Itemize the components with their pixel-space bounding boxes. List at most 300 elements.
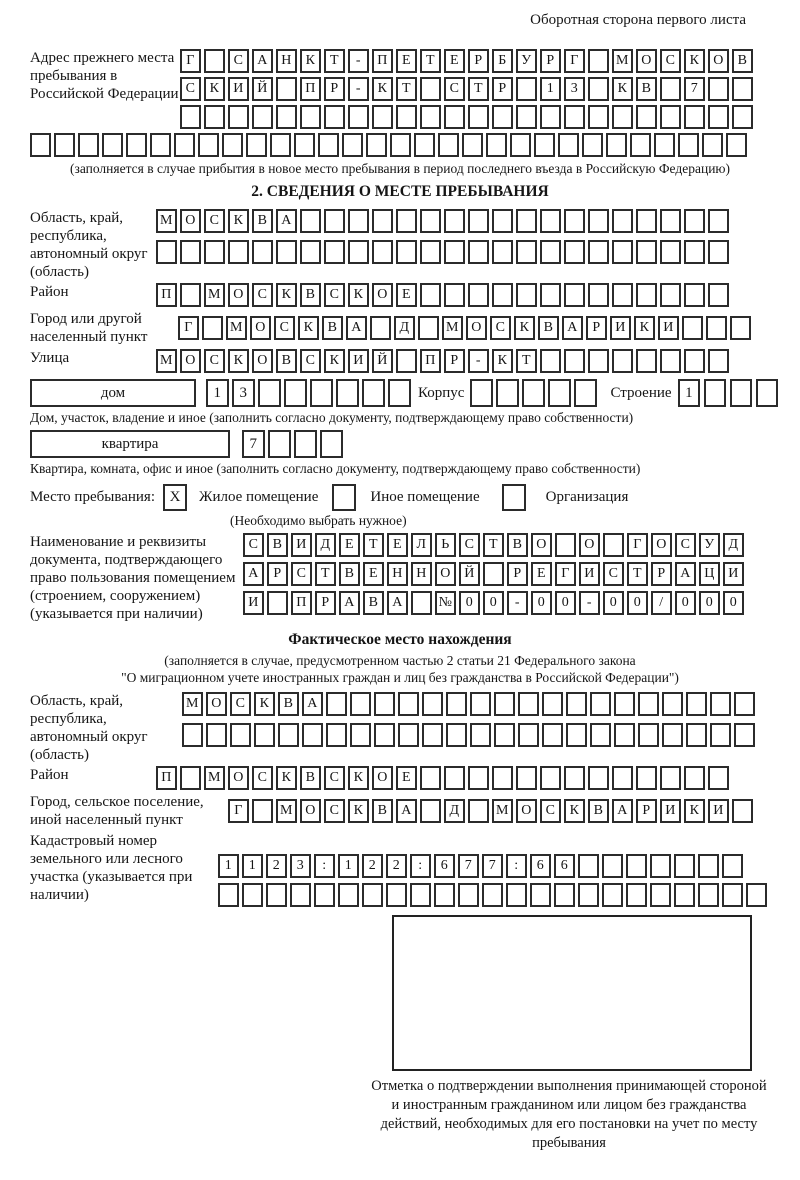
char-cell[interactable]: В — [372, 799, 393, 823]
char-cell[interactable] — [254, 723, 275, 747]
char-cell[interactable] — [492, 105, 513, 129]
char-cell[interactable]: Р — [468, 49, 489, 73]
char-cell[interactable] — [494, 692, 515, 716]
char-cell[interactable] — [198, 133, 219, 157]
char-cell[interactable]: Р — [586, 316, 607, 340]
char-cell[interactable]: Е — [387, 533, 408, 557]
char-cell[interactable]: В — [339, 562, 360, 586]
char-cell[interactable] — [612, 349, 633, 373]
char-cell[interactable] — [660, 283, 681, 307]
char-cell[interactable]: С — [324, 799, 345, 823]
char-cell[interactable]: В — [636, 77, 657, 101]
char-cell[interactable] — [578, 854, 599, 878]
char-cell[interactable] — [636, 209, 657, 233]
char-cell[interactable] — [252, 105, 273, 129]
char-cell[interactable] — [636, 240, 657, 264]
char-cell[interactable] — [204, 49, 225, 73]
char-cell[interactable] — [590, 692, 611, 716]
char-cell[interactable] — [708, 349, 729, 373]
char-cell[interactable]: К — [300, 49, 321, 73]
char-cell[interactable] — [710, 723, 731, 747]
char-cell[interactable] — [242, 883, 263, 907]
char-cell[interactable] — [516, 283, 537, 307]
char-cell[interactable] — [444, 240, 465, 264]
char-cell[interactable]: И — [610, 316, 631, 340]
char-cell[interactable]: К — [276, 283, 297, 307]
char-cell[interactable]: 1 — [540, 77, 561, 101]
char-cell[interactable]: К — [634, 316, 655, 340]
char-cell[interactable] — [300, 209, 321, 233]
char-cell[interactable]: - — [348, 77, 369, 101]
char-cell[interactable]: К — [348, 283, 369, 307]
char-cell[interactable]: / — [651, 591, 672, 615]
char-cell[interactable] — [630, 133, 651, 157]
char-cell[interactable]: У — [699, 533, 720, 557]
char-cell[interactable] — [626, 883, 647, 907]
char-cell[interactable] — [588, 77, 609, 101]
char-cell[interactable]: К — [298, 316, 319, 340]
char-cell[interactable]: О — [228, 766, 249, 790]
char-cell[interactable] — [396, 240, 417, 264]
char-cell[interactable] — [258, 379, 281, 407]
char-cell[interactable] — [732, 105, 753, 129]
char-cell[interactable]: Р — [651, 562, 672, 586]
char-cell[interactable]: П — [156, 283, 177, 307]
char-cell[interactable] — [566, 723, 587, 747]
char-cell[interactable] — [588, 240, 609, 264]
char-cell[interactable] — [483, 562, 504, 586]
char-cell[interactable]: С — [204, 349, 225, 373]
char-cell[interactable]: А — [387, 591, 408, 615]
char-cell[interactable] — [506, 883, 527, 907]
char-cell[interactable] — [324, 209, 345, 233]
char-cell[interactable] — [566, 692, 587, 716]
char-cell[interactable] — [706, 316, 727, 340]
char-cell[interactable] — [518, 723, 539, 747]
char-cell[interactable] — [708, 240, 729, 264]
char-cell[interactable] — [372, 105, 393, 129]
char-cell[interactable] — [438, 133, 459, 157]
char-cell[interactable]: Д — [394, 316, 415, 340]
char-cell[interactable]: Р — [507, 562, 528, 586]
char-cell[interactable]: М — [612, 49, 633, 73]
char-cell[interactable] — [180, 766, 201, 790]
char-cell[interactable] — [470, 379, 493, 407]
char-cell[interactable] — [462, 133, 483, 157]
char-cell[interactable] — [684, 240, 705, 264]
char-cell[interactable] — [708, 77, 729, 101]
char-cell[interactable] — [704, 379, 727, 407]
char-cell[interactable]: А — [675, 562, 696, 586]
char-cell[interactable] — [726, 133, 747, 157]
char-cell[interactable] — [54, 133, 75, 157]
char-cell[interactable] — [324, 105, 345, 129]
char-cell[interactable]: Г — [180, 49, 201, 73]
char-cell[interactable] — [518, 692, 539, 716]
char-cell[interactable] — [564, 105, 585, 129]
char-cell[interactable]: Й — [459, 562, 480, 586]
char-cell[interactable]: К — [564, 799, 585, 823]
char-cell[interactable] — [534, 133, 555, 157]
char-cell[interactable] — [326, 723, 347, 747]
char-cell[interactable]: М — [156, 349, 177, 373]
char-cell[interactable]: 1 — [218, 854, 239, 878]
char-cell[interactable] — [588, 766, 609, 790]
char-cell[interactable] — [372, 209, 393, 233]
char-cell[interactable]: И — [660, 799, 681, 823]
char-cell[interactable]: П — [420, 349, 441, 373]
char-cell[interactable]: : — [314, 854, 335, 878]
char-cell[interactable]: Р — [540, 49, 561, 73]
char-cell[interactable]: О — [372, 283, 393, 307]
char-cell[interactable]: 2 — [266, 854, 287, 878]
char-cell[interactable]: Л — [411, 533, 432, 557]
char-cell[interactable] — [684, 349, 705, 373]
char-cell[interactable]: В — [278, 692, 299, 716]
char-cell[interactable]: В — [300, 283, 321, 307]
char-cell[interactable]: Т — [483, 533, 504, 557]
char-cell[interactable] — [348, 209, 369, 233]
char-cell[interactable] — [278, 723, 299, 747]
char-cell[interactable] — [638, 692, 659, 716]
char-cell[interactable] — [180, 105, 201, 129]
char-cell[interactable] — [540, 349, 561, 373]
char-cell[interactable] — [458, 883, 479, 907]
char-cell[interactable]: № — [435, 591, 456, 615]
char-cell[interactable] — [204, 105, 225, 129]
char-cell[interactable]: 7 — [482, 854, 503, 878]
char-cell[interactable] — [708, 105, 729, 129]
char-cell[interactable]: О — [206, 692, 227, 716]
char-cell[interactable] — [540, 240, 561, 264]
char-cell[interactable]: А — [396, 799, 417, 823]
char-cell[interactable] — [468, 105, 489, 129]
char-cell[interactable]: М — [182, 692, 203, 716]
char-cell[interactable] — [686, 692, 707, 716]
char-cell[interactable] — [422, 723, 443, 747]
char-cell[interactable] — [318, 133, 339, 157]
char-cell[interactable] — [418, 316, 439, 340]
char-cell[interactable] — [396, 209, 417, 233]
char-cell[interactable] — [30, 133, 51, 157]
char-cell[interactable]: Е — [396, 49, 417, 73]
char-cell[interactable]: Е — [531, 562, 552, 586]
char-cell[interactable]: Р — [444, 349, 465, 373]
char-cell[interactable] — [468, 799, 489, 823]
char-cell[interactable]: С — [252, 766, 273, 790]
char-cell[interactable] — [276, 77, 297, 101]
char-cell[interactable] — [746, 883, 767, 907]
char-cell[interactable] — [522, 379, 545, 407]
char-cell[interactable] — [78, 133, 99, 157]
char-cell[interactable] — [350, 723, 371, 747]
char-cell[interactable] — [390, 133, 411, 157]
char-cell[interactable]: В — [300, 766, 321, 790]
char-cell[interactable] — [588, 283, 609, 307]
char-cell[interactable] — [320, 430, 343, 458]
char-cell[interactable]: И — [708, 799, 729, 823]
char-cell[interactable]: С — [324, 283, 345, 307]
char-cell[interactable]: С — [180, 77, 201, 101]
char-cell[interactable]: С — [540, 799, 561, 823]
char-cell[interactable]: С — [230, 692, 251, 716]
char-cell[interactable] — [252, 799, 273, 823]
char-cell[interactable] — [540, 766, 561, 790]
char-cell[interactable]: М — [492, 799, 513, 823]
char-cell[interactable] — [582, 133, 603, 157]
char-cell[interactable] — [603, 533, 624, 557]
char-cell[interactable]: О — [516, 799, 537, 823]
char-cell[interactable]: Е — [396, 283, 417, 307]
char-cell[interactable] — [756, 379, 779, 407]
char-cell[interactable] — [540, 209, 561, 233]
char-cell[interactable]: 0 — [723, 591, 744, 615]
char-cell[interactable] — [326, 692, 347, 716]
char-cell[interactable] — [294, 133, 315, 157]
char-cell[interactable]: В — [588, 799, 609, 823]
char-cell[interactable]: - — [468, 349, 489, 373]
char-cell[interactable]: М — [226, 316, 247, 340]
char-cell[interactable] — [660, 77, 681, 101]
char-cell[interactable]: К — [348, 766, 369, 790]
char-cell[interactable] — [362, 379, 385, 407]
char-cell[interactable] — [268, 430, 291, 458]
char-cell[interactable] — [411, 591, 432, 615]
char-cell[interactable] — [284, 379, 307, 407]
char-cell[interactable] — [398, 692, 419, 716]
char-cell[interactable] — [276, 240, 297, 264]
char-cell[interactable] — [674, 883, 695, 907]
char-cell[interactable] — [102, 133, 123, 157]
char-cell[interactable] — [228, 105, 249, 129]
char-cell[interactable] — [654, 133, 675, 157]
char-cell[interactable] — [492, 766, 513, 790]
char-cell[interactable]: Й — [372, 349, 393, 373]
char-cell[interactable]: К — [228, 349, 249, 373]
char-cell[interactable]: О — [531, 533, 552, 557]
char-cell[interactable] — [684, 105, 705, 129]
char-cell[interactable] — [300, 105, 321, 129]
char-cell[interactable] — [348, 240, 369, 264]
char-cell[interactable]: - — [348, 49, 369, 73]
char-cell[interactable] — [602, 854, 623, 878]
char-cell[interactable]: П — [291, 591, 312, 615]
char-cell[interactable] — [636, 283, 657, 307]
char-cell[interactable] — [722, 854, 743, 878]
char-cell[interactable]: Т — [627, 562, 648, 586]
char-cell[interactable] — [612, 105, 633, 129]
char-cell[interactable]: 0 — [483, 591, 504, 615]
char-cell[interactable]: А — [562, 316, 583, 340]
char-cell[interactable] — [548, 379, 571, 407]
char-cell[interactable]: - — [579, 591, 600, 615]
char-cell[interactable] — [314, 883, 335, 907]
char-cell[interactable]: К — [204, 77, 225, 101]
char-cell[interactable] — [294, 430, 317, 458]
char-cell[interactable] — [302, 723, 323, 747]
char-cell[interactable] — [398, 723, 419, 747]
char-cell[interactable] — [446, 723, 467, 747]
char-cell[interactable] — [662, 723, 683, 747]
char-cell[interactable]: М — [204, 766, 225, 790]
char-cell[interactable] — [564, 209, 585, 233]
char-cell[interactable]: 7 — [684, 77, 705, 101]
char-cell[interactable]: И — [243, 591, 264, 615]
char-cell[interactable]: О — [579, 533, 600, 557]
char-cell[interactable] — [734, 692, 755, 716]
char-cell[interactable] — [180, 240, 201, 264]
char-cell[interactable]: С — [490, 316, 511, 340]
char-cell[interactable] — [702, 133, 723, 157]
char-cell[interactable]: А — [243, 562, 264, 586]
char-cell[interactable] — [204, 240, 225, 264]
char-cell[interactable]: В — [252, 209, 273, 233]
char-cell[interactable]: 1 — [678, 379, 701, 407]
char-cell[interactable] — [612, 209, 633, 233]
char-cell[interactable]: С — [204, 209, 225, 233]
char-cell[interactable]: В — [322, 316, 343, 340]
char-cell[interactable] — [182, 723, 203, 747]
char-cell[interactable]: Т — [468, 77, 489, 101]
char-cell[interactable] — [708, 283, 729, 307]
char-cell[interactable]: Е — [363, 562, 384, 586]
char-cell[interactable] — [626, 854, 647, 878]
char-cell[interactable] — [516, 766, 537, 790]
char-cell[interactable]: 0 — [555, 591, 576, 615]
char-cell[interactable]: К — [684, 799, 705, 823]
checkbox-residential[interactable]: X — [163, 484, 187, 511]
char-cell[interactable]: С — [228, 49, 249, 73]
char-cell[interactable]: 2 — [386, 854, 407, 878]
char-cell[interactable] — [710, 692, 731, 716]
char-cell[interactable] — [588, 349, 609, 373]
char-cell[interactable] — [420, 240, 441, 264]
char-cell[interactable]: С — [324, 766, 345, 790]
char-cell[interactable] — [612, 766, 633, 790]
char-cell[interactable] — [732, 77, 753, 101]
char-cell[interactable] — [578, 883, 599, 907]
char-cell[interactable] — [420, 766, 441, 790]
char-cell[interactable]: И — [579, 562, 600, 586]
char-cell[interactable]: К — [372, 77, 393, 101]
char-cell[interactable] — [310, 379, 333, 407]
char-cell[interactable] — [636, 349, 657, 373]
char-cell[interactable]: Н — [387, 562, 408, 586]
char-cell[interactable]: Т — [324, 49, 345, 73]
char-cell[interactable]: А — [612, 799, 633, 823]
char-cell[interactable] — [636, 766, 657, 790]
char-cell[interactable]: В — [507, 533, 528, 557]
char-cell[interactable] — [420, 105, 441, 129]
char-cell[interactable]: Т — [363, 533, 384, 557]
char-cell[interactable] — [270, 133, 291, 157]
char-cell[interactable] — [542, 723, 563, 747]
char-cell[interactable]: Д — [444, 799, 465, 823]
char-cell[interactable]: 6 — [434, 854, 455, 878]
char-cell[interactable] — [410, 883, 431, 907]
char-cell[interactable] — [444, 209, 465, 233]
char-cell[interactable] — [686, 723, 707, 747]
char-cell[interactable] — [614, 692, 635, 716]
char-cell[interactable]: О — [372, 766, 393, 790]
char-cell[interactable]: Т — [516, 349, 537, 373]
char-cell[interactable]: 3 — [564, 77, 585, 101]
char-cell[interactable] — [222, 133, 243, 157]
char-cell[interactable] — [202, 316, 223, 340]
char-cell[interactable] — [564, 349, 585, 373]
char-cell[interactable]: 1 — [338, 854, 359, 878]
char-cell[interactable]: М — [276, 799, 297, 823]
char-cell[interactable] — [734, 723, 755, 747]
char-cell[interactable]: Г — [178, 316, 199, 340]
char-cell[interactable] — [602, 883, 623, 907]
char-cell[interactable] — [698, 883, 719, 907]
char-cell[interactable]: С — [660, 49, 681, 73]
char-cell[interactable]: С — [300, 349, 321, 373]
char-cell[interactable] — [266, 883, 287, 907]
char-cell[interactable]: К — [324, 349, 345, 373]
char-cell[interactable]: 6 — [530, 854, 551, 878]
char-cell[interactable] — [558, 133, 579, 157]
char-cell[interactable]: П — [156, 766, 177, 790]
char-cell[interactable]: А — [252, 49, 273, 73]
char-cell[interactable]: В — [276, 349, 297, 373]
char-cell[interactable] — [174, 133, 195, 157]
char-cell[interactable] — [722, 883, 743, 907]
char-cell[interactable]: К — [612, 77, 633, 101]
char-cell[interactable] — [386, 883, 407, 907]
char-cell[interactable] — [494, 723, 515, 747]
char-cell[interactable]: 0 — [603, 591, 624, 615]
char-cell[interactable] — [638, 723, 659, 747]
char-cell[interactable] — [446, 692, 467, 716]
char-cell[interactable]: Г — [627, 533, 648, 557]
char-cell[interactable]: Р — [324, 77, 345, 101]
char-cell[interactable] — [420, 283, 441, 307]
char-cell[interactable] — [674, 854, 695, 878]
char-cell[interactable]: А — [346, 316, 367, 340]
char-cell[interactable]: К — [348, 799, 369, 823]
char-cell[interactable] — [230, 723, 251, 747]
char-cell[interactable] — [588, 209, 609, 233]
char-cell[interactable]: М — [442, 316, 463, 340]
char-cell[interactable]: Е — [339, 533, 360, 557]
char-cell[interactable] — [350, 692, 371, 716]
char-cell[interactable]: Д — [723, 533, 744, 557]
char-cell[interactable] — [662, 692, 683, 716]
char-cell[interactable]: 0 — [675, 591, 696, 615]
char-cell[interactable] — [606, 133, 627, 157]
char-cell[interactable] — [564, 766, 585, 790]
char-cell[interactable] — [420, 209, 441, 233]
char-cell[interactable] — [336, 379, 359, 407]
char-cell[interactable]: Р — [267, 562, 288, 586]
char-cell[interactable]: П — [372, 49, 393, 73]
char-cell[interactable] — [540, 283, 561, 307]
char-cell[interactable]: С — [459, 533, 480, 557]
char-cell[interactable]: Е — [444, 49, 465, 73]
char-cell[interactable] — [372, 240, 393, 264]
char-cell[interactable]: О — [252, 349, 273, 373]
char-cell[interactable] — [470, 692, 491, 716]
char-cell[interactable] — [590, 723, 611, 747]
char-cell[interactable]: О — [228, 283, 249, 307]
char-cell[interactable] — [180, 283, 201, 307]
char-cell[interactable]: К — [514, 316, 535, 340]
char-cell[interactable]: Ь — [435, 533, 456, 557]
char-cell[interactable]: И — [348, 349, 369, 373]
char-cell[interactable] — [554, 883, 575, 907]
